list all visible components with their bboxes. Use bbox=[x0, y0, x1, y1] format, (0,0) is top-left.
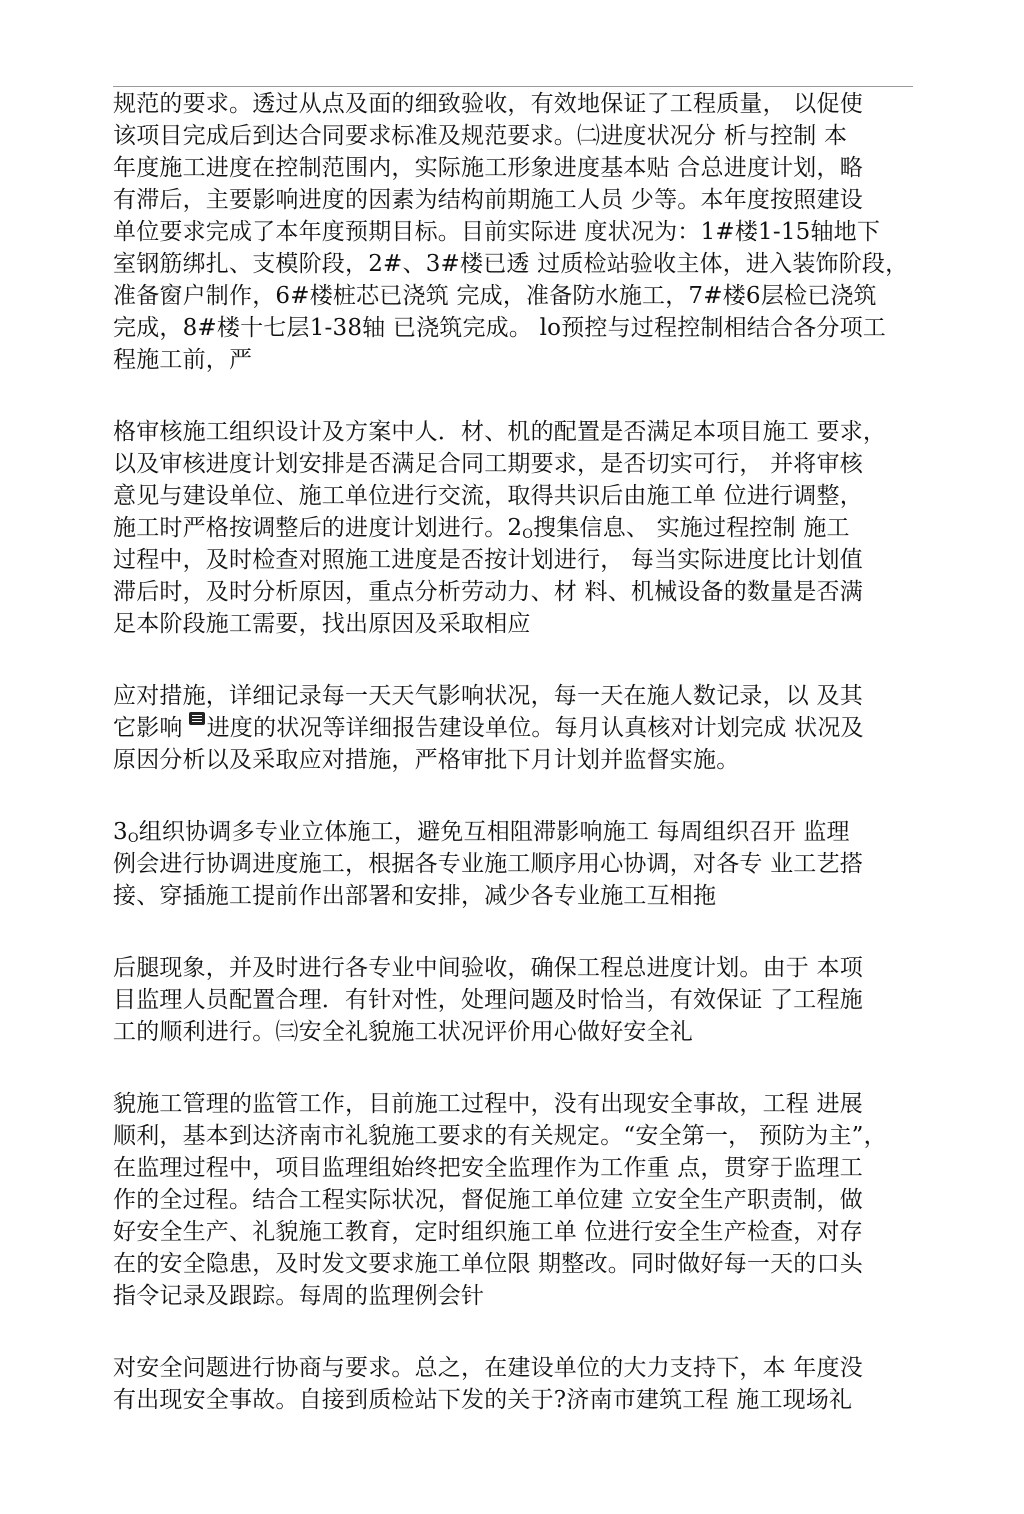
text-segment: 它影响 bbox=[113, 715, 183, 741]
text-segment: 进度的状况等详细报告建设单位。每月认真核对计划完成 状况及 bbox=[206, 715, 864, 741]
text-line: 应对措施，详细记录每一天天气影响状况，每一天在施人数记录，以 及其 bbox=[113, 683, 863, 709]
text-line: 工的顺利进行。㈢安全礼貌施工状况评价用心做好安全礼 bbox=[113, 1019, 693, 1045]
text-line: 在监理过程中，项目监理组始终把安全监理作为工作重 点，贯穿于监理工 bbox=[113, 1155, 863, 1181]
text-line: 目监理人员配置合理．有针对性，处理问题及时恰当，有效保证 了工程施 bbox=[113, 987, 863, 1013]
text-line: 规范的要求。透过从点及面的细致验收，有效地保证了工程质量， 以促使 bbox=[113, 91, 863, 117]
text-line: 后腿现象，并及时进行各专业中间验收，确保工程总进度计划。由于 本项 bbox=[113, 955, 863, 981]
paragraph-7 bbox=[113, 1352, 943, 1416]
text-segment: 施工时严格按调整后的进度计划进行。 bbox=[113, 515, 508, 541]
text-line: 顺利，基本到达济南市礼貌施工要求的有关规定。“安全第一， 预防为主”， bbox=[113, 1123, 887, 1149]
paragraph-5 bbox=[113, 952, 943, 1048]
text-line: 程施工前，严 bbox=[113, 347, 253, 373]
text-line: 在的安全隐患，及时发文要求施工单位限 期整改。同时做好每一天的口头 bbox=[113, 1251, 863, 1277]
text-line: 完成，8#楼十七层1-38轴 已浇筑完成。 lo预控与过程控制相结合各分项工 bbox=[113, 315, 887, 341]
text-line bbox=[113, 816, 943, 848]
text-line: 足本阶段施工需要，找出原因及采取相应 bbox=[113, 611, 531, 637]
text-line: 例会进行协调进度施工，根据各专业施工顺序用心协调，对各专 业工艺搭 bbox=[113, 851, 863, 877]
list-number: 2 bbox=[507, 515, 523, 541]
header-rule bbox=[113, 86, 913, 87]
text-segment: 原因分 bbox=[113, 747, 183, 773]
text-line: 格审核施工组织设计及方案中人．材、机的配置是否满足本项目施工 要求， bbox=[113, 419, 887, 445]
note-icon bbox=[189, 712, 205, 725]
text-line: 以及审核进度计划安排是否满足合同工期要求，是否切实可行， 并将审核 bbox=[113, 451, 863, 477]
text-line: 过程中，及时检查对照施工进度是否按计划进行， 每当实际进度比计划值 bbox=[113, 547, 863, 573]
text-line: 好安全生产、礼貌施工教育，定时组织施工单 位进行安全生产检查，对存 bbox=[113, 1219, 863, 1245]
text-line: 单位要求完成了本年度预期目标。目前实际进 度状况为：1#楼1-15轴地下 bbox=[113, 219, 881, 245]
text-line: 指令记录及跟踪。每周的监理例会针 bbox=[113, 1283, 485, 1309]
text-segment: 组织协调多专业立体施工，避免互相阻滞影响施工 每周组织召开 监理 bbox=[138, 819, 850, 845]
text-line: 年度施工进度在控制范围内，实际施工形象进度基本贴 合总进度计划，略 bbox=[113, 155, 863, 181]
document-body bbox=[113, 88, 943, 1456]
text-line: 意见与建设单位、施工单位进行交流，取得共识后由施工单 位进行调整， bbox=[113, 483, 863, 509]
list-number-subscript: O bbox=[522, 527, 534, 542]
text-line: 貌施工管理的监管工作，目前施工过程中，没有出现安全事故，工程 进展 bbox=[113, 1091, 863, 1117]
paragraph-1 bbox=[113, 88, 943, 376]
paragraph-4 bbox=[113, 816, 943, 912]
list-number: 3 bbox=[113, 819, 128, 845]
text-line: 作的全过程。结合工程实际状况，督促施工单位建 立安全生产职责制，做 bbox=[113, 1187, 863, 1213]
text-line bbox=[113, 712, 943, 744]
text-line: 准备窗户制作，6#楼桩芯已浇筑 完成，准备防水施工，7#楼6层检已浇筑 bbox=[113, 283, 877, 309]
paragraph-2 bbox=[113, 416, 943, 640]
paragraph-6 bbox=[113, 1088, 943, 1312]
text-line: 有出现安全事故。自接到质检站下发的关于?济南市建筑工程 施工现场礼 bbox=[113, 1387, 853, 1413]
text-line bbox=[113, 512, 943, 544]
text-line bbox=[113, 744, 943, 776]
text-line: 对安全问题进行协商与要求。总之，在建设单位的大力支持下，本 年度没 bbox=[113, 1355, 863, 1381]
text-line: 接、穿插施工提前作出部署和安排，减少各专业施工互相拖 bbox=[113, 883, 717, 909]
text-line: 滞后时，及时分析原因，重点分析劳动力、材 料、机械设备的数量是否满 bbox=[113, 579, 863, 605]
text-segment: 析以及采取应对措施，严格审批下月计划并监督实施。 bbox=[182, 747, 740, 773]
text-segment: 搜集信息、 实施过程控制 施工 bbox=[533, 515, 850, 541]
text-line: 该项目完成后到达合同要求标准及规范要求。㈡进度状况分 析与控制 本 bbox=[113, 123, 848, 149]
text-line: 有滞后，主要影响进度的因素为结构前期施工人员 少等。本年度按照建设 bbox=[113, 187, 863, 213]
text-line: 室钢筋绑扎、支模阶段，2#、3#楼已透 过质检站验收主体，进入装饰阶段， bbox=[113, 251, 909, 277]
list-number-subscript: O bbox=[127, 831, 139, 846]
paragraph-3 bbox=[113, 680, 943, 776]
